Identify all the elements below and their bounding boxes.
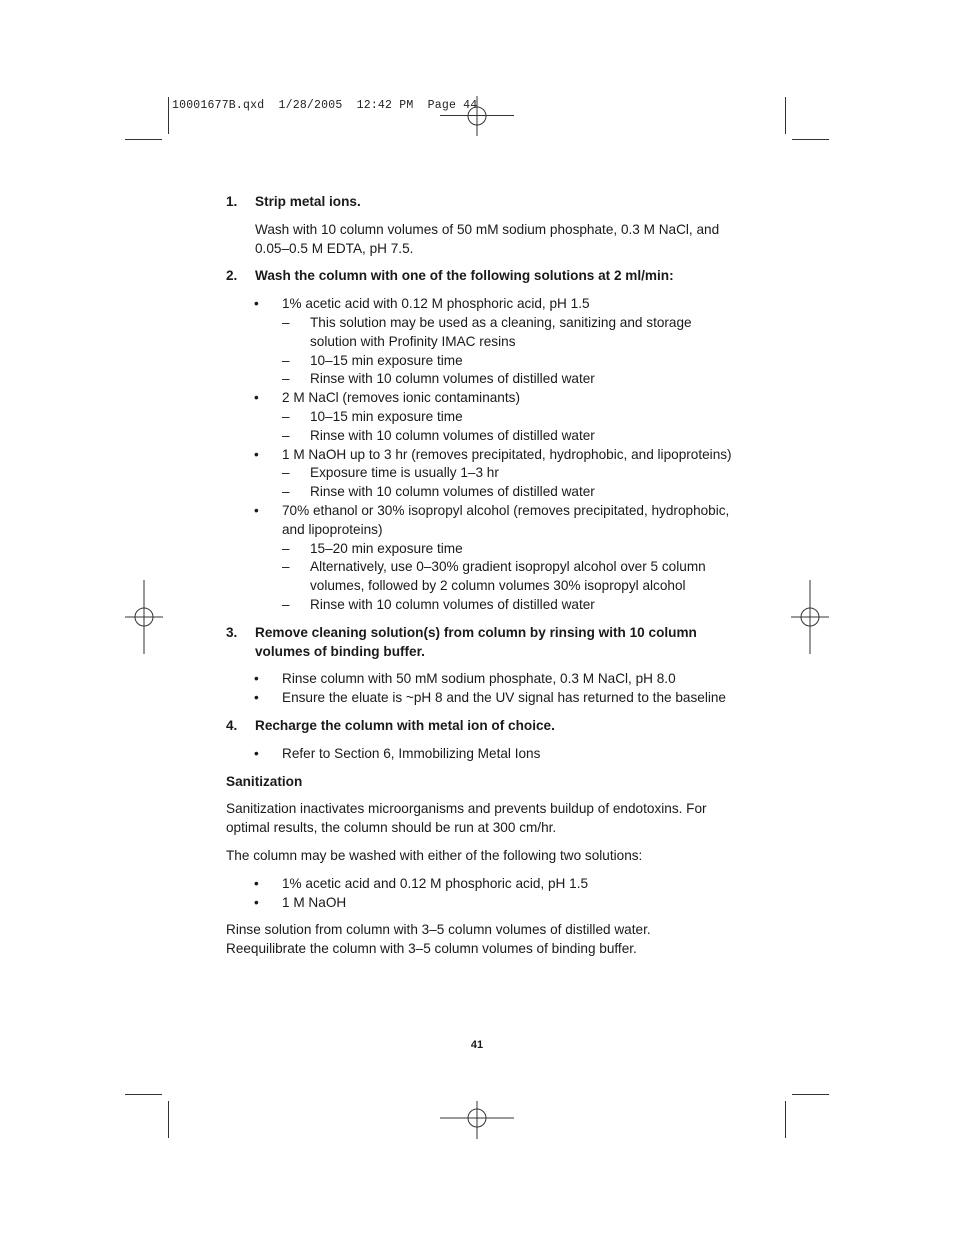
crop-mark-bottom-left-horizontal <box>125 1094 162 1095</box>
list-item: • Refer to Section 6, Immobilizing Metal Ions <box>282 745 736 764</box>
sub-list-item: – Rinse with 10 column volumes of distilled water <box>310 427 736 446</box>
list-item: • 1% acetic acid and 0.12 M phosphoric acid, pH 1.5 <box>282 875 736 894</box>
sub-list-item: – Rinse with 10 column volumes of distilled water <box>310 370 736 389</box>
registration-mark-bottom-icon <box>440 1083 514 1157</box>
sub-list-item: – Rinse with 10 column volumes of distilled water <box>310 596 736 615</box>
sub-list <box>282 540 736 615</box>
crop-mark-top-left-horizontal <box>125 139 162 140</box>
sub-list <box>282 408 736 446</box>
step-title: Recharge the column with metal ion of choice. <box>255 717 555 733</box>
step-4-heading <box>226 717 736 736</box>
paragraph <box>226 921 736 959</box>
step-number: 3. <box>226 624 238 640</box>
section-heading: Sanitization <box>226 773 303 789</box>
crop-mark-top-right-vertical <box>785 97 786 134</box>
list-item-text: 1% acetic acid with 0.12 M phosphoric acid, pH 1.5 <box>282 296 590 312</box>
sub-list-item: – This solution may be used as a cleaning, sanitizing and storage solution with Profinity IMAC resins <box>310 314 736 352</box>
registration-mark-right-icon <box>773 580 847 654</box>
crop-mark-bottom-right-vertical <box>785 1101 786 1138</box>
list-item <box>282 295 736 389</box>
crop-mark-top-right-horizontal <box>792 139 829 140</box>
sub-list-item: – Exposure time is usually 1–3 hr <box>310 464 736 483</box>
sub-list-item: – Rinse with 10 column volumes of distilled water <box>310 483 736 502</box>
page-number: 41 <box>470 1039 484 1051</box>
list-item <box>282 389 736 445</box>
step-4-list <box>226 745 736 764</box>
list-item <box>282 502 736 615</box>
paragraph-line: Rinse solution from column with 3–5 column volumes of distilled water. <box>226 922 651 938</box>
sub-list-item: – 10–15 min exposure time <box>310 352 736 371</box>
step-3-list <box>226 670 736 708</box>
sub-list <box>282 314 736 389</box>
list-item: • Rinse column with 50 mM sodium phosphate, 0.3 M NaCl, pH 8.0 <box>282 670 736 689</box>
sanitization-solution-list <box>226 875 736 913</box>
step-number: 1. <box>226 194 238 209</box>
document-body <box>226 193 736 968</box>
step-title: Strip metal ions. <box>255 194 361 209</box>
crop-mark-bottom-left-vertical <box>168 1101 169 1138</box>
step-number: 4. <box>226 717 238 733</box>
sub-list-item: – 15–20 min exposure time <box>310 540 736 559</box>
paragraph-line: Reequilibrate the column with 3–5 column volumes of binding buffer. <box>226 941 637 957</box>
step-3-heading <box>226 624 736 662</box>
step-1-text: Wash with 10 column volumes of 50 mM sodium phosphate, 0.3 M NaCl, and 0.05–0.5 M EDTA, pH 7.5. <box>255 221 720 256</box>
step-title: Remove cleaning solution(s) from column by rinsing with 10 column volumes of binding buffer. <box>255 624 697 659</box>
sub-list-item: – Alternatively, use 0–30% gradient isopropyl alcohol over 5 column volumes, followed by 2 column volumes 30% isopropyl alcohol <box>310 558 736 596</box>
list-item-text: 2 M NaCl (removes ionic contaminants) <box>282 390 520 406</box>
step-2-solution-list <box>226 295 736 615</box>
paragraph: The column may be washed with either of the following two solutions: <box>226 847 643 863</box>
sub-list <box>282 464 736 502</box>
step-title: Wash the column with one of the following solutions at 2 ml/min: <box>255 268 674 284</box>
crop-mark-bottom-right-horizontal <box>792 1094 829 1095</box>
list-item: • 1 M NaOH <box>282 894 736 913</box>
step-number: 2. <box>226 268 238 284</box>
step-2-heading <box>226 267 736 286</box>
list-item: • Ensure the eluate is ~pH 8 and the UV signal has returned to the baseline <box>282 689 736 708</box>
crop-mark-top-left-vertical <box>168 97 169 134</box>
print-slug: 10001677B.qxd 1/28/2005 12:42 PM Page 44 <box>172 99 478 112</box>
paragraph: Sanitization inactivates microorganisms and prevents buildup of endotoxins. For optimal results, the column should be run at 300 cm/hr. <box>226 801 707 836</box>
registration-mark-left-icon <box>107 580 181 654</box>
list-item-text: 70% ethanol or 30% isopropyl alcohol (removes precipitated, hydrophobic, and lipoproteins) <box>282 502 730 537</box>
list-item <box>282 446 736 502</box>
sub-list-item: – 10–15 min exposure time <box>310 408 736 427</box>
list-item-text: 1 M NaOH up to 3 hr (removes precipitated, hydrophobic, and lipoproteins) <box>282 446 732 462</box>
registration-mark-top-icon <box>440 79 514 153</box>
step-1-heading <box>226 193 736 212</box>
